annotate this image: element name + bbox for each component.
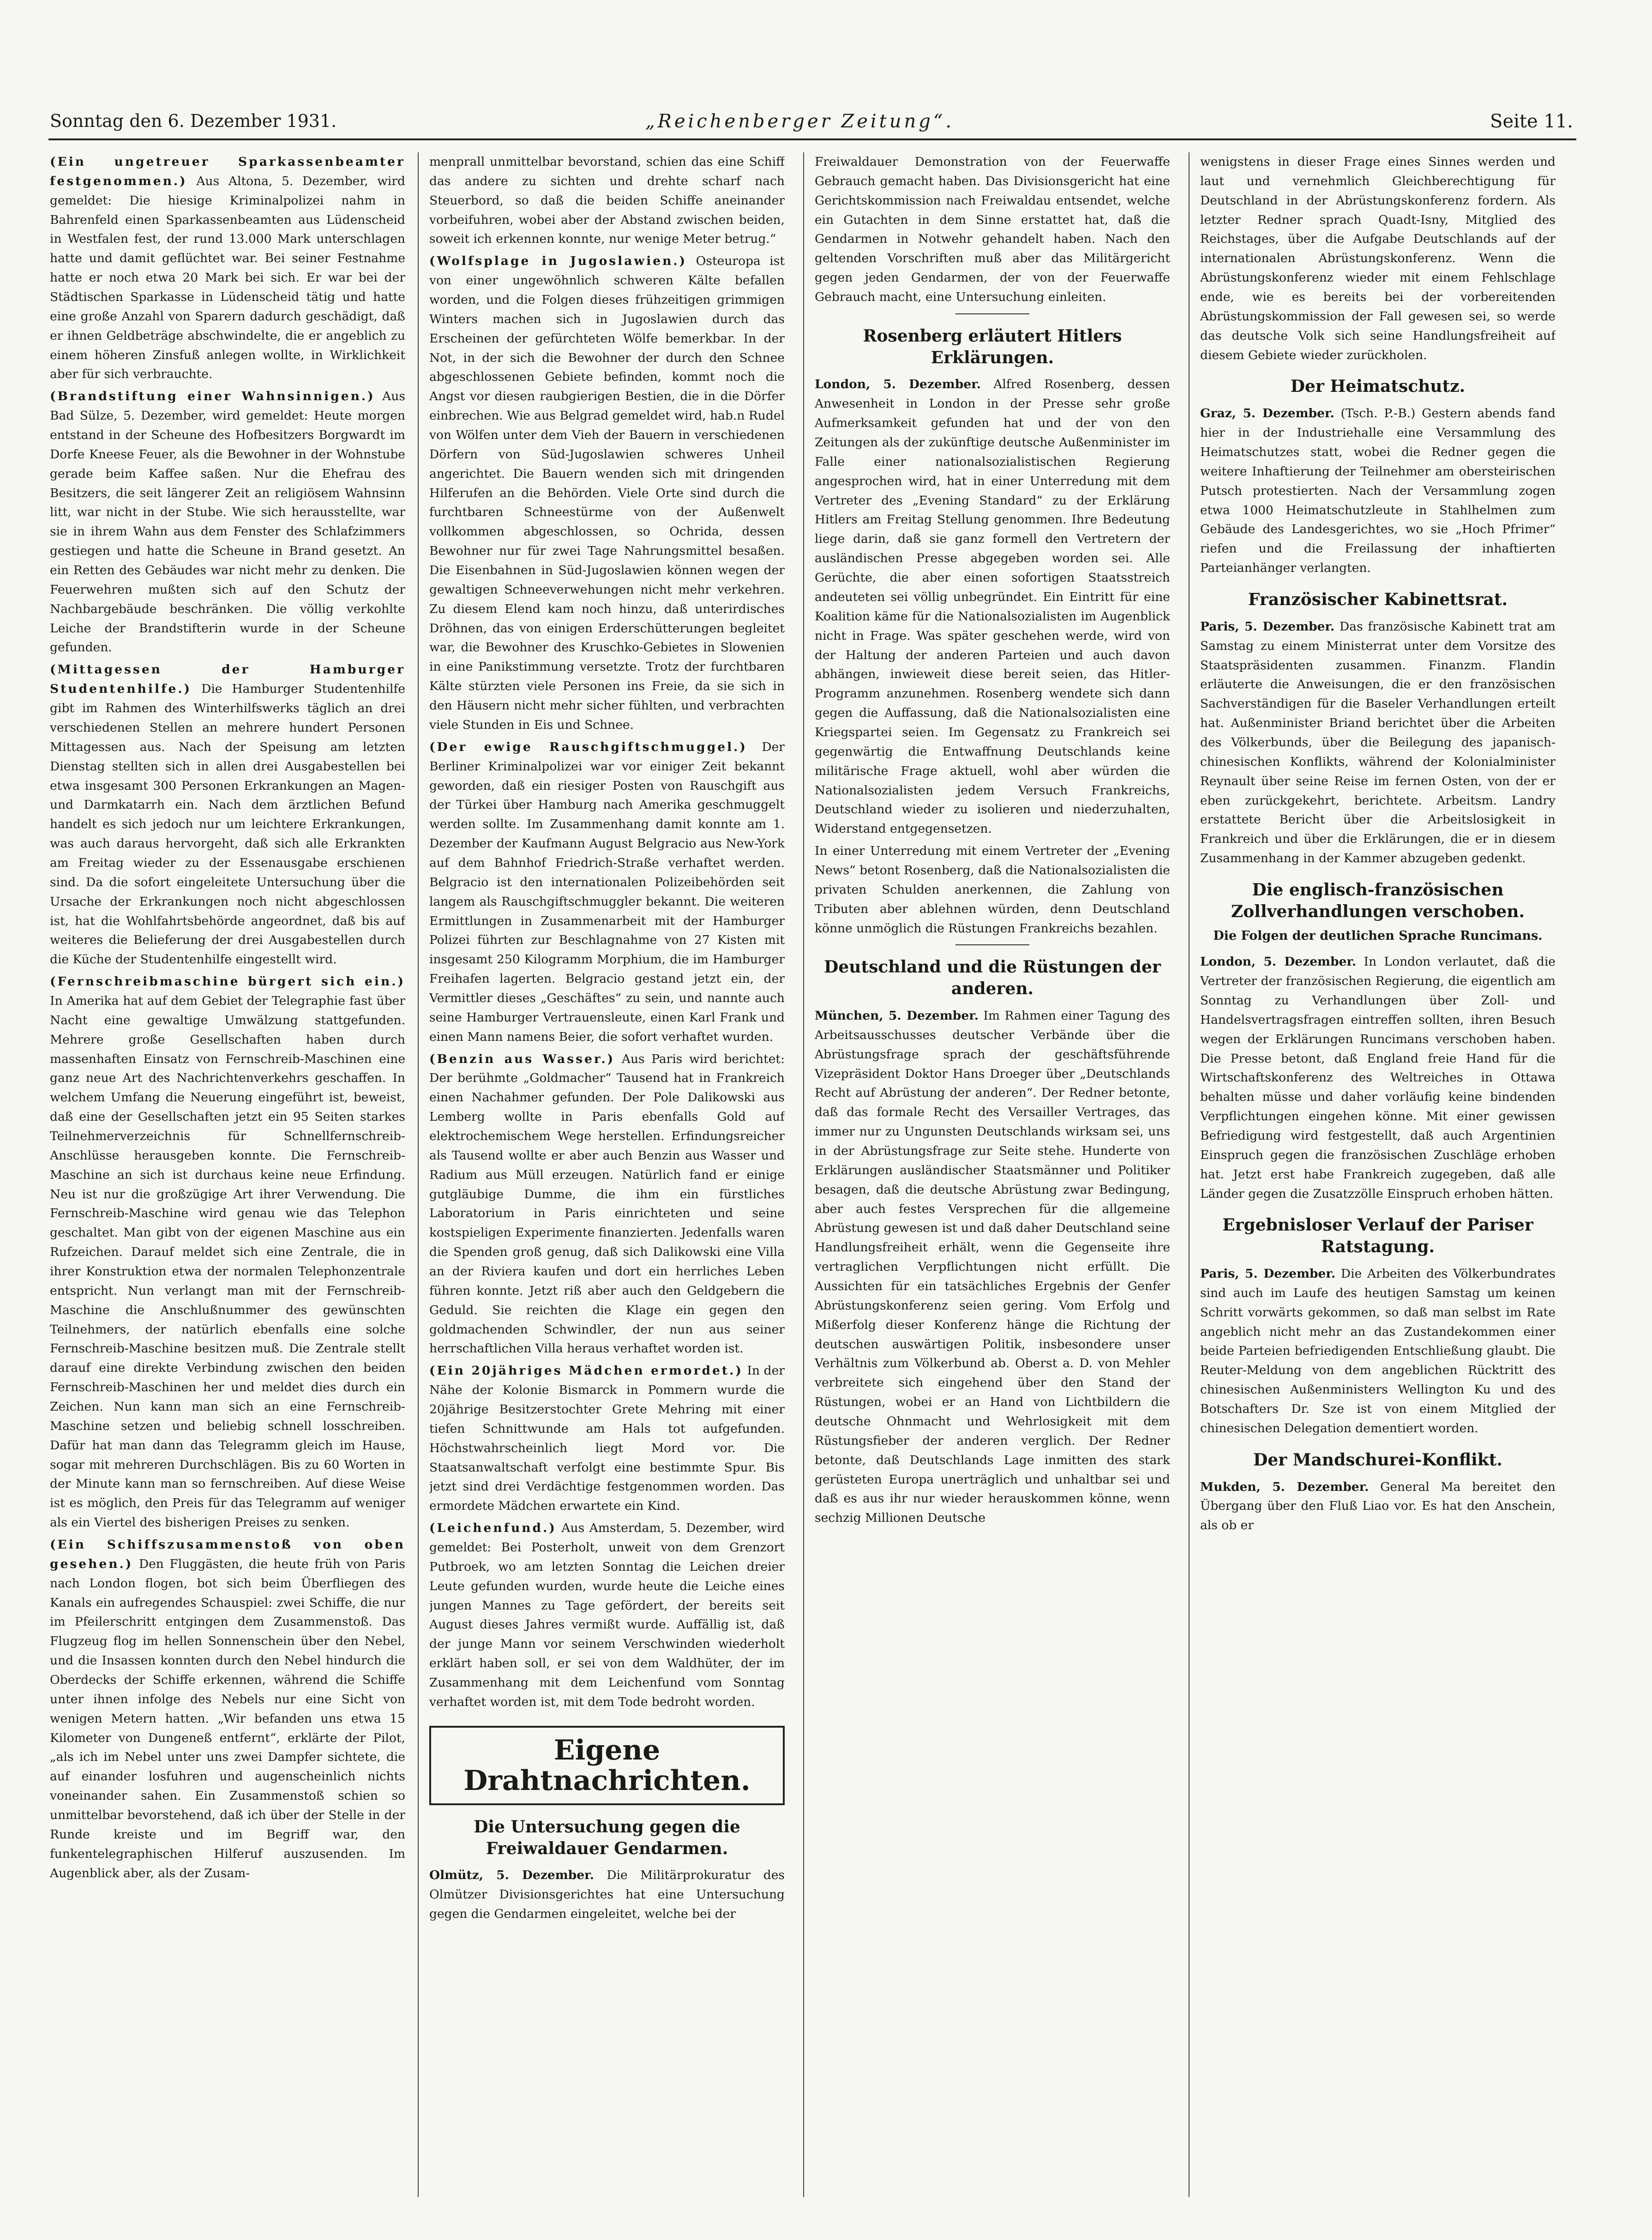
article-headline: Der Mandschurei-Konflikt. [1253,1450,1502,1470]
separator [955,313,1029,314]
article-subheadline: Die Folgen der deutlichen Sprache Runcimans. [1213,928,1543,943]
article-headline: Die englisch-französischen Zollverhandlungen verschoben. [1231,880,1525,921]
article-headline: Deutschland und die Rüstungen der anderen. [824,957,1161,999]
news-item: (Ein 20jähriges Mädchen ermordet.) In der Nähe der Kolonie Bismarck in Pommern wurde die 20jährige Besitzerstochter Grete Mehring mit einer tiefen Schnittwunde am Hals tot aufgefunden. Höchstwahrscheinlich liegt Mord vor. Die Staatsanwaltschaft verfolgt eine bestimmte Spur. Bis jetzt sind drei Verdächtige festgenommen worden. Das ermordete Mädchen erwartete ein Kind. [429,1363,785,1513]
page-number: Seite 11. [1490,111,1573,132]
article-body: München, 5. Dezember. Im Rahmen einer Tagung des Arbeitsausschusses deutscher Verbände über die Abrüstungsfrage sprach der geschäftsführende Vizepräsident Doktor Hans Droeger über „Deutschlands Recht auf Abrüstung der anderen“. Der Redner betonte, daß das formale Recht des Versailler Vertrages, das immer nur zu Ungunsten Deutschlands wirksam sei, uns in der Abrüstungsfrage zur Seite stehe. Hunderte von Erklärungen ausländischer Staatsmänner und Politiker besagen, daß die deutsche Abrüstung zwar Bedingung, aber auch festes Versprechen für die allgemeine Abrüstung gewesen ist und daß daher Deutschland seine Handlungsfreiheit erhält, wenn die Gegenseite ihre vertraglichen Verpflichtungen nicht erfüllt. Die Aussichten für ein tatsächliches Ergebnis der Genfer Abrüstungskonferenz seien gering. Vom Erfolg und Mißerfolg dieser Konferenz hänge die Richtung der deutschen auswärtigen Politik, insbesondere unser Verhältnis zum Völkerbund ab. Oberst a. D. von Mehler verbreitete sich eingehend über den Stand der Rüstungen, wobei er an Hand von Lichtbildern die deutsche Ohnmacht und Wehrlosigkeit mit dem Rüstungsfieber der anderen verglich. Der Redner betonte, daß Deutschlands Lage inmitten des stark gerüsteten Europa unerträglich und unhaltbar sei und daß es aus ihr nur wieder herauskommen könne, wenn sechzig Millionen Deutsche [815,1008,1170,1525]
article-headline: Der Heimatschutz. [1290,377,1466,396]
news-item: (Benzin aus Wasser.) Aus Paris wird berichtet: Der berühmte „Goldmacher“ Tausend hat in Frankreich einen Nachahmer gefunden. Der Pole Dalikowski aus Lemberg wollte in Paris ebenfalls Gold auf elektrochemischem Wege herstellen. Erfindungsreicher als Tausend wollte er aber auch Benzin aus Wasser und Radium aus Müll erzeugen. Natürlich fand er einige gutgläubige Dumme, die ihm ein fürstliches Laboratorium in Paris einrichteten und seine kostspieligen Experimente finanzierten. Jedenfalls waren die Spenden groß genug, daß sich Dalikowski eine Villa an der Riviera kaufen und dort ein herrliches Leben führen konnte. Jetzt riß aber auch den Geldgebern die Geduld. Sie reichten die Klage ein gegen den goldmachenden Schwindler, der nun aus seiner herrschaftlichen Villa heraus verhaftet worden ist. [429,1051,785,1356]
issue-date: Sonntag den 6. Dezember 1931. [50,111,337,131]
article-body: London, 5. Dezember. Alfred Rosenberg, dessen Anwesenheit in London in der Presse sehr große Aufmerksamkeit gefunden hat und der von den Zeitungen als der zukünftige deutsche Außenminister im Falle einer nationalsozialistischen Regierung angesprochen wird, hat in einer Unterredung mit dem Vertreter des „Evening Standard“ zu der Erklärung Hitlers am Freitag Stellung genommen. Ihre Bedeutung liege darin, daß sie ganz formell den Vertretern der ausländischen Presse abgegeben worden sei. Alle Gerüchte, die aber einen sofortigen Staatsstreich andeuteten sei völlig unbegründet. Ein Eintritt für eine Koalition käme für die Nationalsozialisten im Augenblick nicht in Frage. Was später geschehen werde, wird von der Haltung der anderen Parteien und auch davon abhängen, inwieweit diese bereit seien, das Hitler-Programm anzunehmen. Rosenberg wendete sich dann gegen die Auffassung, daß die Nationalsozialisten eine Kriegspartei seien. Im Gegensatz zu Frankreich sei gegenwärtig die Entwaffnung Deutschlands keine militärische Frage aktuell, wohl aber würden die Nationalsozialisten jedem Versuch Frankreichs, Deutschland wieder zu isolieren und niederzuhalten, Widerstand entgegensetzen. [815,377,1170,836]
article-body: Freiwaldauer Demonstration von der Feuerwaffe Gebrauch gemacht haben. Das Divisionsgericht hat eine Gerichtskommission nach Freiwaldau entsendet, welche ein Gutachten in dem Sinne erstattet hat, daß die Gendarmen in Notwehr gehandelt haben. Nach den geltenden Vorschriften muß aber das Militärgericht gegen jeden Gendarmen, der von der Feuerwaffe Gebrauch macht, eine Untersuchung einleiten. [815,155,1170,305]
article-body: Paris, 5. Dezember. Das französische Kabinett trat am Samstag zu einem Ministerrat unter dem Vorsitze des Staatspräsidenten zusammen. Finanzm. Flandin erläuterte die Anweisungen, die er den französischen Sachverständigen für die Baseler Verhandlungen erteilt hat. Außenminister Briand berichtet über die Arbeiten des Völkerbunds, über die Beilegung des japanisch-chinesischen Konflikts, während der Kolonialminister Reynault über seine Reise im fernen Osten, von der er eben zurückgekehrt, berichtete. Arbeitsm. Landry erstattete Bericht über die Arbeitslosigkeit in Frankreich und über die Erklärungen, die er in diesem Zusammenhang in der Kammer abzugeben gedenkt. [1200,619,1556,866]
article-body: In einer Unterredung mit einem Vertreter der „Evening News“ betont Rosenberg, daß die Nationalsozialisten die privaten Schulden anerkennen, die Zahlung von Tributen aber ablehnen würden, denn Deutschland könne unmöglich die Rüstungen Frankreichs bezahlen. [815,844,1170,936]
news-item: (Mittagessen der Hamburger Studentenhilfe.) Die Hamburger Studentenhilfe gibt im Rahmen des Winterhilfswerks täglich an drei verschiedenen Stellen an mehrere hundert Personen Mittagessen aus. Nach der Speisung am letzten Dienstag stellten sich in allen drei Ausgabestellen bei etwa insgesamt 300 Personen Erkrankungen an Magen- und Darmkatarrh ein. Nach dem ärztlichen Befund handelt es sich jedoch nur um leichtere Erkrankungen, was auch daraus hervorgeht, daß sich alle Erkrankten am Freitag wieder zu der Essenausgabe erschienen sind. Da die sofort eingeleitete Untersuchung über die Ursache der Erkrankungen noch nicht abgeschlossen ist, hat die Wohlfahrtsbehörde angeordnet, daß bis auf weiteres die Belieferung der drei Ausgabestellen durch die Küche der Studentenhilfe eingestellt wird. [50,662,405,967]
news-item: (Leichenfund.) Aus Amsterdam, 5. Dezember, wird gemeldet: Bei Posterholt, unweit von dem Grenzort Putbroek, wo am letzten Sonntag die Leichen dreier Leute gefunden wurden, wurde heute die Leiche eines jungen Mannes zu Tage gefördert, der bereits seit August dieses Jahres vermißt wurde. Auffällig ist, daß der junge Mann vor seinem Verschwinden wiederholt erklärt haben soll, er sei von dem Waldhüter, der im Zusammenhang mit dem Leichenfund vom Sonntag verhaftet worden ist, mit dem Tode bedroht worden. [429,1521,785,1709]
masthead: „Reichenberger Zeitung“. [645,111,955,132]
news-item: (Der ewige Rauschgiftschmuggel.) Der Berliner Kriminalpolizei war vor einiger Zeit bekannt geworden, daß ein riesiger Posten von Rauschgift aus der Türkei über Hamburg nach Amerika geschmuggelt werden sollte. Im Zusammenhang damit konnte am 1. Dezember der Kaufmann August Belgracio aus New-York auf dem Bahnhof Friedrich-Straße verhaftet werden. Belgracio ist den internationalen Polizeibehörden seit langem als Rauschgiftschmuggler bekannt. Die weiteren Ermittlungen in Zusammenarbeit mit der Hamburger Polizei führten zur Beschlagnahme von 27 Kisten mit insgesamt 250 Kilogramm Morphium, die im Hamburger Freihafen lagerten. Belgracio gestand jetzt ein, der Vermittler dieses „Geschäftes“ zu sein, und nannte auch seine Hamburger Vertrauensleute, einen Karl Frank und einen Mann namens Beier, die sofort verhaftet wurden. [429,739,785,1044]
column-2 [429,152,785,2192]
section-banner: Eigene Drahtnachrichten. [429,1726,785,1805]
article-headline: Ergebnisloser Verlauf der Pariser Ratstagung. [1222,1215,1533,1257]
column-3 [815,152,1170,2192]
news-item: menprall unmittelbar bevorstand, schien das eine Schiff das andere zu sichten und drehte scharf nach Steuerbord, so daß die beiden Schiffe aneinander vorbeifuhren, wobei aber der Abstand zwischen beiden, soweit ich erkennen konnte, nur wenige Meter betrug.“ [429,155,785,246]
article-body: London, 5. Dezember. In London verlautet, daß die Vertreter der französischen Regierung, die eigentlich am Sonntag zu Verhandlungen über Zoll- und Handelsvertragsfragen eintreffen sollten, ihren Besuch wegen der Erklärungen Runcimans verschoben haben. Die Presse betont, daß England freie Hand für die Wirtschaftskonferenz des Weltreiches in Ottawa behalten müsse und daher vorläufig keine bindenden Verpflichtungen eingehen könne. Mit einer gewissen Befriedigung wird festgestellt, daß auch Argentinien Einspruch gegen die französischen Zuschläge erhoben hat. Jetzt erst habe Frankreich zugegeben, daß alle Länder gegen die Zusatzzölle Einspruch erhoben hätten. [1200,955,1556,1201]
article-body: Mukden, 5. Dezember. General Ma bereitet den Übergang über den Fluß Liao vor. Es hat den Anschein, als ob er [1200,1479,1556,1533]
article-headline: Die Untersuchung gegen die Freiwaldauer Gendarmen. [474,1817,740,1858]
column-1 [50,152,405,2192]
column-divider [803,152,804,2197]
news-item: (Wolfsplage in Jugoslawien.) Osteuropa ist von einer ungewöhnlich schweren Kälte befallen worden, und die Folgen dieses frühzeitigen grimmigen Winters machen sich in Jugoslawien durch das Erscheinen der gefürchteten Wölfe bemerkbar. In der Not, in der sich die Bewohner der durch den Schnee abgeschlossenen Gebiete befinden, kommt noch die Angst vor diesen raubgierigen Bestien, die in die Dörfer einbrechen. Wie aus Belgrad gemeldet wird, hab.n Rudel von Wölfen unter dem Vieh der Bauern in verschiedenen Dörfern von Süd-Jugoslawien schweres Unheil angerichtet. Die Bauern wenden sich mit dringenden Hilferufen an die Behörden. Viele Orte sind durch die furchtbaren Schneestürme von der Außenwelt vollkommen abgeschlossen, so Ochrida, dessen Bewohner nur für zwei Tage Nahrungsmittel besaßen. Die Eisenbahnen in Süd-Jugoslawien können wegen der gewaltigen Schneeverwehungen nicht mehr verkehren. Zu diesem Elend kam noch hinzu, daß unterirdisches Dröhnen, das von einigen Erderschütterungen begleitet war, die Bewohner des Kruschko-Gebietes in Slowenien in eine Panikstimmung versetzte. Trotz der furchtbaren Kälte stürzten viele Personen ins Freie, da sie sich in den Häusern nicht mehr sicher fühlten, und verbrachten viele Stunden in Eis und Schnee. [429,254,785,732]
column-divider [418,152,419,2197]
article-body: Graz, 5. Dezember. (Tsch. P.-B.) Gestern abends fand hier in der Industriehalle eine Versammlung des Heimatschutzes statt, wobei die Redner gegen die weitere Inhaftierung der Teilnehmer am obersteirischen Putsch protestierten. Nach der Versammlung zogen etwa 1000 Heimatschutzleute in Stahlhelmen zum Gebäude des Landesgerichtes, wo sie „Hoch Pfrimer“ riefen und die Freilassung der inhaftierten Parteianhänger verlangten. [1200,406,1556,576]
news-item: (Brandstiftung einer Wahnsinnigen.) Aus Bad Sülze, 5. Dezember, wird gemeldet: Heute morgen entstand in der Scheune des Hofbesitzers Borgwardt im Dorfe Kneese Feuer, als die Bewohner in der Wohnstube gerade beim Kaffee saßen. Nur die Ehefrau des Besitzers, die seit längerer Zeit an religiösem Wahnsinn litt, war nicht in der Stube. Wie sich herausstellte, war sie in ihrem Wahn aus dem Fenster des Schlafzimmers gestiegen und hatte die Scheune in Brand gesetzt. An ein Retten des Gebäudes war nicht mehr zu denken. Die Feuerwehren mußten sich auf den Schutz der Nachbargebäude beschränken. Die völlig verkohlte Leiche der Brandstifterin wurde in der Scheune gefunden. [50,389,405,655]
article-body: Paris, 5. Dezember. Die Arbeiten des Völkerbundrates sind auch im Laufe des heutigen Samstag um keinen Schritt vorwärts gekommen, so daß man selbst im Rate angeblich nicht mehr an das Zustandekommen einer beide Parteien befriedigenden Entschließung glaubt. Die Reuter-Meldung von dem angeblichen Rücktritt des chinesischen Außenministers Wellington Ku und des Botschafters Dr. Sze ist von einem Mitglied der chinesischen Delegation dementiert worden. [1200,1266,1556,1435]
article-body: Olmütz, 5. Dezember. Die Militärprokuratur des Olmützer Divisionsgerichtes hat eine Untersuchung gegen die Gendarmen eingeleitet, welche bei der [429,1868,785,1922]
news-item: (Ein ungetreuer Sparkassenbeamter festgenommen.) Aus Altona, 5. Dezember, wird gemeldet: Die hiesige Kriminalpolizei nahm in Bahrenfeld einen Sparkassenbeamten aus Lüdenscheid in Westfalen fest, der rund 13.000 Mark unterschlagen hatte und damit geflüchtet war. Bei seiner Festnahme hatte er noch etwa 20 Mark bei sich. Er war bei der Städtischen Sparkasse in Lüdenscheid tätig und hatte eine große Anzahl von Sparern dadurch geschädigt, daß er ihnen Geldbeträge abschwindelte, die er angeblich zu einem höheren Zinsfuß anlegen wollte, in Wirklichkeit aber für sich verbrauchte. [50,155,405,382]
news-item: (Fernschreibmaschine bürgert sich ein.) In Amerika hat auf dem Gebiet der Telegraphie fast über Nacht eine gewaltige Umwälzung stattgefunden. Mehrere große Gesellschaften haben durch massenhaften Einsatz von Fernschreib-Maschinen eine ganz neue Art des Nachrichtenverkehrs geschaffen. In welchem Umfang die Neuerung eingeführt ist, beweist, daß eine der Gesellschaften jetzt ein 95 Seiten starkes Teilnehmerverzeichnis für Schnellfernschreib-Anschlüsse herausgeben konnte. Die Fernschreib-Maschine an sich ist durchaus keine neue Erfindung. Neu ist nur die großzügige Art ihrer Verwendung. Die Fernschreib-Maschine wird genau wie das Telephon geschaltet. Man gibt von der eigenen Maschine aus ein Rufzeichen. Darauf meldet sich eine Zentrale, die in ihrer Konstruktion etwa der normalen Telephonzentrale entspricht. Nun verlangt man mit der Fernschreib-Maschine die Anschlußnummer des gewünschten Teilnehmers, der natürlich ebenfalls eine solche Fernschreib-Maschine besitzen muß. Die Zentrale stellt darauf eine direkte Verbindung zwischen den beiden Fernschreib-Maschinen her und meldet dies durch ein Zeichen. Nun kann man sich an eine Fernschreib-Maschine setzen und beliebig schnell losschreiben. Dafür hat man dann das Telegramm gleich im Hause, sogar mit mehreren Durchschlägen. Bis zu 60 Worten in der Minute kann man so fernschreiben. Auf diese Weise ist es möglich, den Preis für das Telegramm auf weniger als ein Viertel des bisherigen Preises zu senken. [50,974,405,1530]
article-headline: Rosenberg erläutert Hitlers Erklärungen. [863,326,1122,367]
separator [955,944,1029,945]
header-rule [48,138,1576,140]
news-item: (Ein Schiffszusammenstoß von oben gesehen.) Den Fluggästen, die heute früh von Paris nach London flogen, bot sich beim Überfliegen des Kanals ein aufregendes Schauspiel: zwei Schiffe, die nur im Pfeilerschritt entgingen dem Zusammenstoß. Das Flugzeug flog im hellen Sonnenschein über den Nebel, und die Insassen konnten durch den Nebel hindurch die Oberdecks der Schiffe erkennen, während die Schiffe unter ihnen infolge des Nebels nur eine Sicht von wenigen Metern hatten. „Wir befanden uns etwa 15 Kilometer von Dungeneß entfernt“, erklärte der Pilot, „als ich im Nebel unter uns zwei Dampfer sichtete, die auf einander losfuhren und augenscheinlich nichts voneinander sahen. Ein Zusammenstoß schien so unmittelbar bevorstehend, daß ich über der Stelle in der Runde kreiste und im Begriff war, den funkentelegraphischen Hilferuf auszusenden. Im Augenblick aber, als der Zusam- [50,1537,405,1880]
article-headline: Französischer Kabinettsrat. [1248,589,1508,609]
column-4 [1200,152,1556,2192]
article-body: wenigstens in dieser Frage eines Sinnes werden und laut und vernehmlich Gleichberechtigung für Deutschland in der Abrüstungskonferenz fordern. Als letzter Redner sprach Quadt-Isny, Mitglied des Reichstages, über die Aufgabe Deutschlands auf der internationalen Abrüstungskonferenz. Wenn die Abrüstungskonferenz wieder mit einem Fehlschlage ende, wie es bereits bei der vorbereitenden Abrüstungskommission der Fall gewesen sei, so werde das deutsche Volk sich seine Handlungsfreiheit auf diesem Gebiete wieder zurückholen. [1200,155,1556,362]
